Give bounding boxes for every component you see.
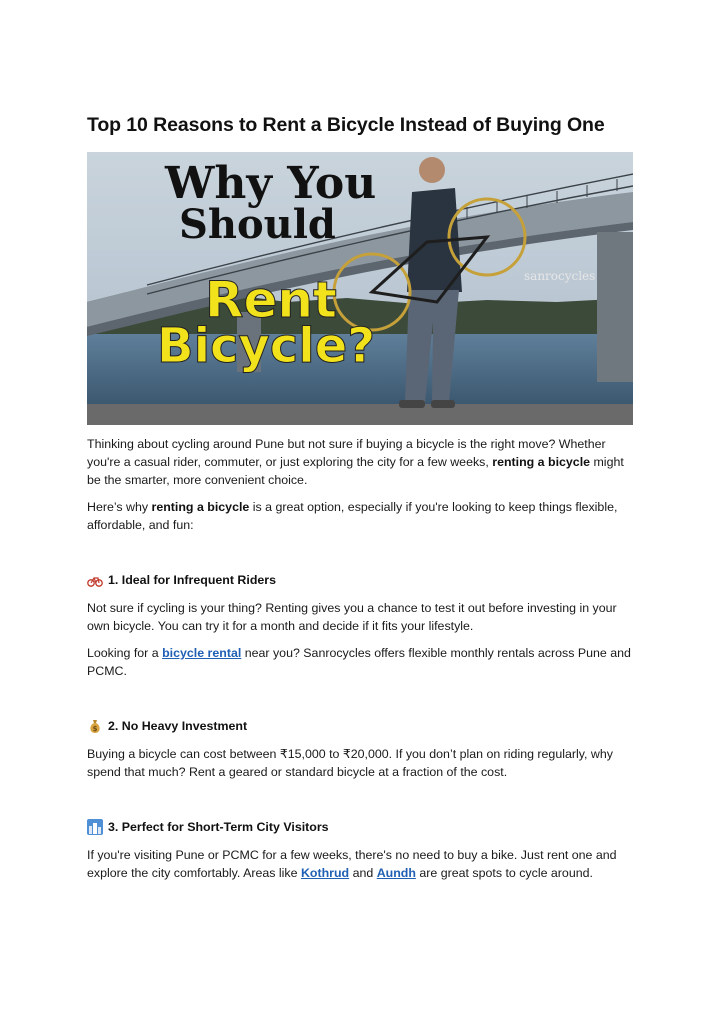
hero-line-1: Why You <box>165 158 377 209</box>
page-title: Top 10 Reasons to Rent a Bicycle Instead of Buying One <box>87 114 605 136</box>
section-text: and <box>349 866 377 880</box>
intro-text: Thinking about cycling around Pune but not sure if buying a bicycle is the right move? Whether you're a casual rider, commuter, or just exploring the city for a few weeks, <box>87 437 606 469</box>
hero-line-2: Should <box>179 201 336 248</box>
svg-text:$: $ <box>92 725 98 733</box>
bicycle-icon <box>87 572 103 588</box>
hero-watermark: sanrocycles <box>524 269 596 283</box>
section-1-paragraph-1: Not sure if cycling is your thing? Renting gives you a chance to test it out before investing in your own bicycle. You can try it for a month and decide if it fits your lifestyle. <box>87 601 617 633</box>
section-2-paragraph-1: Buying a bicycle can cost between ₹15,000 to ₹20,000. If you don’t plan on riding regularly, why spend that much? Rent a geared or standard bicycle at a fraction of the cost. <box>87 747 613 779</box>
city-icon <box>87 819 103 835</box>
intro-paragraph-1 <box>87 435 633 489</box>
intro-bold-phrase: renting a bicycle <box>492 455 591 469</box>
section-2-heading <box>87 717 633 735</box>
hero-image <box>87 152 633 425</box>
section-3-title: 3. Perfect for Short-Term City Visitors <box>108 820 329 834</box>
hero-line-3: Rent <box>205 271 337 329</box>
money-bag-icon <box>87 718 103 734</box>
bicycle-rental-link[interactable]: bicycle rental <box>162 646 242 660</box>
section-2-title: 2. No Heavy Investment <box>108 719 248 733</box>
section-text: are great spots to cycle around. <box>415 866 593 880</box>
intro-text: Here’s why <box>87 500 152 514</box>
intro-bold-phrase: renting a bicycle <box>151 500 250 514</box>
kothrud-link[interactable]: Kothrud <box>300 866 350 880</box>
section-1-title: 1. Ideal for Infrequent Riders <box>108 573 276 587</box>
aundh-link[interactable]: Aundh <box>376 866 416 880</box>
intro-text: is a great option, especially if you're looking to keep things flexible, affordable, and fun: <box>87 500 618 532</box>
section-text: near you? Sanrocycles offers flexible monthly rentals across Pune and PCMC. <box>87 646 631 678</box>
section-3-heading <box>87 818 633 836</box>
section-1-paragraph-2 <box>87 644 633 680</box>
intro-paragraph-2 <box>87 498 633 534</box>
section-text: Looking for a <box>87 646 163 660</box>
hero-line-4: Bicycle? <box>157 318 376 374</box>
section-1-heading <box>87 571 633 589</box>
section-3-paragraph-1 <box>87 846 633 882</box>
intro-text: might be the smarter, more convenient choice. <box>87 455 624 487</box>
section-text: If you're visiting Pune or PCMC for a few weeks, there's no need to buy a bike. Just rent one and explore the city comfortably. Areas like <box>87 848 617 880</box>
